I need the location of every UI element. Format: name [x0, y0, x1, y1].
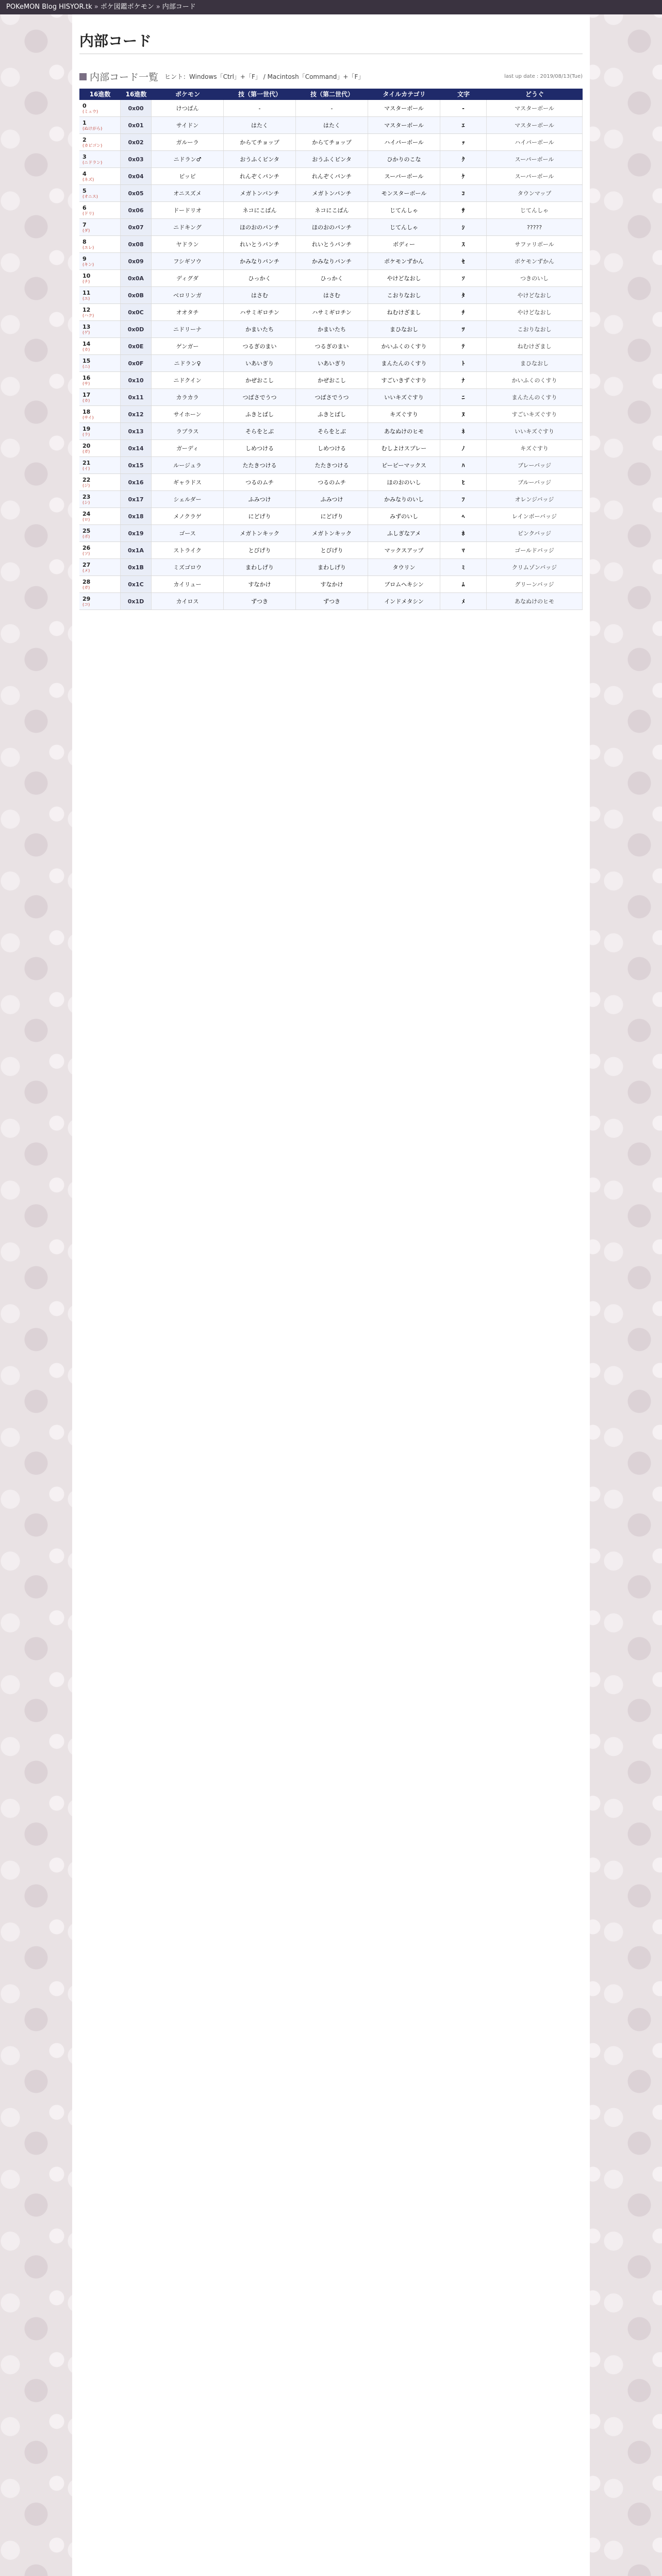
- hex-cell: 0x0E: [121, 338, 152, 354]
- pokemon-cell: ガーディ: [152, 440, 224, 456]
- tile-cell: じてんしゃ: [368, 219, 440, 235]
- decimal-cell: 12 (ハク): [79, 304, 121, 320]
- item-cell: サファリボール: [487, 236, 583, 252]
- move-gen2-cell: つるのムチ: [296, 474, 368, 490]
- move-gen1-cell: ひっかく: [224, 270, 296, 286]
- hex-cell: 0x14: [121, 440, 152, 456]
- decimal-cell: 24 (ロ): [79, 508, 121, 524]
- decimal-cell: 4 (ネズ): [79, 168, 121, 184]
- decimal-cell: 5 (オニス): [79, 185, 121, 201]
- top-bar: POKeMON Blog HISYOR.tk » ポケ図鑑ポケモン » 内部コード: [0, 0, 662, 14]
- move-gen1-cell: ネコにこばん: [224, 202, 296, 218]
- decimal-cell: 25 (ポ): [79, 525, 121, 541]
- decimal-cell: 8 (エレ): [79, 236, 121, 252]
- tile-cell: すごいきずぐすり: [368, 372, 440, 388]
- table-row: [79, 236, 583, 253]
- tile-cell: ねむけざまし: [368, 304, 440, 320]
- item-cell: クリムゾンバッジ: [487, 559, 583, 575]
- move-gen1-cell: れいとうパンチ: [224, 236, 296, 252]
- pokemon-cell: ミズゴロウ: [152, 559, 224, 575]
- tile-cell: まんたんのくすり: [368, 355, 440, 371]
- move-gen2-cell: まわしげり: [296, 559, 368, 575]
- tile-cell: むしよけスプレー: [368, 440, 440, 456]
- move-gen1-cell: ほのおのパンチ: [224, 219, 296, 235]
- table-row: [79, 202, 583, 219]
- move-gen1-cell: かみなりパンチ: [224, 253, 296, 269]
- move-gen2-cell: ずつき: [296, 593, 368, 609]
- item-cell: やけどなおし: [487, 287, 583, 303]
- tile-cell: ほのおのいし: [368, 474, 440, 490]
- decimal-cell: 23 (シ): [79, 491, 121, 507]
- item-cell: グリーンバッジ: [487, 576, 583, 592]
- pokemon-cell: ニドクイン: [152, 372, 224, 388]
- move-gen1-cell: そらをとぶ: [224, 423, 296, 439]
- table-row: [79, 100, 583, 117]
- pokemon-cell: ベロリンガ: [152, 287, 224, 303]
- item-cell: ねむけざまし: [487, 338, 583, 354]
- move-gen1-cell: とびげり: [224, 542, 296, 558]
- decimal-cell: 21 (イ): [79, 457, 121, 473]
- section-square-icon: [79, 73, 87, 80]
- tile-cell: じてんしゃ: [368, 202, 440, 218]
- internal-code-table: [79, 88, 583, 610]
- item-cell: タウンマップ: [487, 185, 583, 201]
- header-dec: 16進数: [89, 91, 111, 98]
- pokemon-cell: ニドラン♂: [152, 151, 224, 167]
- item-cell: つきのいし: [487, 270, 583, 286]
- item-cell: いいキズぐすり: [487, 423, 583, 439]
- move-gen2-cell: ほのおのパンチ: [296, 219, 368, 235]
- move-gen1-cell: おうふくビンタ: [224, 151, 296, 167]
- char-cell: ｯ: [440, 134, 487, 150]
- pokemon-cell: ラプラス: [152, 423, 224, 439]
- item-cell: レインボーバッジ: [487, 508, 583, 524]
- char-cell: ﾆ: [440, 389, 487, 405]
- header-move-gen1: 技（第一世代）: [238, 91, 282, 98]
- table-row: [79, 423, 583, 440]
- move-gen2-cell: ネコにこばん: [296, 202, 368, 218]
- tile-cell: いいキズぐすり: [368, 389, 440, 405]
- item-cell: マスターボール: [487, 117, 583, 133]
- item-cell: ポケモンずかん: [487, 253, 583, 269]
- char-cell: ｴ: [440, 117, 487, 133]
- item-cell: オレンジバッジ: [487, 491, 583, 507]
- pokemon-cell: ガルーラ: [152, 134, 224, 150]
- decimal-cell: 6 (ドリ): [79, 202, 121, 218]
- move-gen1-cell: れんぞくパンチ: [224, 168, 296, 184]
- header-item: どうぐ: [525, 91, 544, 98]
- decimal-cell: 28 (ガ): [79, 576, 121, 592]
- pokemon-cell: ゲンガー: [152, 338, 224, 354]
- move-gen1-cell: ずつき: [224, 593, 296, 609]
- decimal-cell: 18 (サイ): [79, 406, 121, 422]
- tile-cell: マックスアップ: [368, 542, 440, 558]
- hex-cell: 0x12: [121, 406, 152, 422]
- table-row: [79, 270, 583, 287]
- decimal-cell: 11 (エ): [79, 287, 121, 303]
- move-gen1-cell: メガトンキック: [224, 525, 296, 541]
- tile-cell: インドメタシン: [368, 593, 440, 609]
- pokemon-cell: けつばん: [152, 100, 224, 116]
- hex-cell: 0x18: [121, 508, 152, 524]
- item-cell: ゴールドバッジ: [487, 542, 583, 558]
- move-gen1-cell: はさむ: [224, 287, 296, 303]
- table-row: [79, 134, 583, 151]
- tile-cell: ピーピーマックス: [368, 457, 440, 473]
- decimal-cell: 26 (ツ): [79, 542, 121, 558]
- move-gen2-cell: メガトンパンチ: [296, 185, 368, 201]
- decimal-cell: 0 (ミュウ): [79, 100, 121, 116]
- table-row: [79, 219, 583, 236]
- item-cell: まんたんのくすり: [487, 389, 583, 405]
- char-cell: ﾑ: [440, 576, 487, 592]
- table-row: [79, 576, 583, 593]
- table-row: [79, 457, 583, 474]
- char-cell: ﾋ: [440, 474, 487, 490]
- table-row: [79, 355, 583, 372]
- move-gen2-cell: しめつける: [296, 440, 368, 456]
- table-row: [79, 321, 583, 338]
- decimal-cell: 7 (ダ): [79, 219, 121, 235]
- char-cell: ﾒ: [440, 593, 487, 609]
- breadcrumb-pokedex[interactable]: ポケ図鑑ポケモン: [100, 3, 154, 11]
- move-gen1-cell: ふきとばし: [224, 406, 296, 422]
- table-row: [79, 372, 583, 389]
- hex-cell: 0x19: [121, 525, 152, 541]
- hex-cell: 0x0C: [121, 304, 152, 320]
- move-gen2-cell: ふきとばし: [296, 406, 368, 422]
- move-gen1-cell: つるのムチ: [224, 474, 296, 490]
- move-gen1-cell: -: [224, 100, 296, 116]
- table-row: [79, 287, 583, 304]
- move-gen2-cell: はさむ: [296, 287, 368, 303]
- move-gen1-cell: ハサミギロチン: [224, 304, 296, 320]
- page-title: 内部コード: [79, 32, 152, 49]
- hex-cell: 0x13: [121, 423, 152, 439]
- hex-cell: 0x04: [121, 168, 152, 184]
- hex-cell: 0x0F: [121, 355, 152, 371]
- section-header: [79, 70, 583, 83]
- move-gen2-cell: にどげり: [296, 508, 368, 524]
- tile-cell: ブロムヘキシン: [368, 576, 440, 592]
- item-cell: スーパーボール: [487, 151, 583, 167]
- tile-cell: ふしぎなアメ: [368, 525, 440, 541]
- hex-cell: 0x10: [121, 372, 152, 388]
- hex-cell: 0x0D: [121, 321, 152, 337]
- move-gen1-cell: いあいぎり: [224, 355, 296, 371]
- item-cell: キズぐすり: [487, 440, 583, 456]
- move-gen1-cell: すなかけ: [224, 576, 296, 592]
- pokemon-cell: ニドキング: [152, 219, 224, 235]
- char-cell: ﾁ: [440, 304, 487, 320]
- table-body: [79, 100, 583, 610]
- move-gen2-cell: すなかけ: [296, 576, 368, 592]
- hex-cell: 0x08: [121, 236, 152, 252]
- hex-cell: 0x00: [121, 100, 152, 116]
- char-cell: ｿ: [440, 270, 487, 286]
- char-cell: ｺ: [440, 185, 487, 201]
- hex-cell: 0x11: [121, 389, 152, 405]
- decimal-cell: 2 (カビゴン): [79, 134, 121, 150]
- move-gen1-cell: からてチョップ: [224, 134, 296, 150]
- tile-cell: あなぬけのヒモ: [368, 423, 440, 439]
- move-gen1-cell: にどげり: [224, 508, 296, 524]
- table-row: [79, 406, 583, 423]
- decimal-cell: 19 (ラ): [79, 423, 121, 439]
- table-row: [79, 117, 583, 134]
- header-char: 文字: [457, 91, 470, 98]
- search-hint: ヒント：Windows「Ctrl」+「F」 / Macintosh「Command」+「F」: [164, 73, 365, 80]
- move-gen1-cell: つばさでうつ: [224, 389, 296, 405]
- item-cell: マスターボール: [487, 100, 583, 116]
- char-cell: ｹ: [440, 168, 487, 184]
- hex-cell: 0x1A: [121, 542, 152, 558]
- move-gen1-cell: しめつける: [224, 440, 296, 456]
- pokemon-cell: ピッピ: [152, 168, 224, 184]
- tile-cell: タウリン: [368, 559, 440, 575]
- char-cell: ｽ: [440, 236, 487, 252]
- char-cell: ﾅ: [440, 372, 487, 388]
- hex-cell: 0x0A: [121, 270, 152, 286]
- move-gen2-cell: おうふくビンタ: [296, 151, 368, 167]
- item-cell: すごいキズぐすり: [487, 406, 583, 422]
- pokemon-cell: カラカラ: [152, 389, 224, 405]
- table-row: [79, 542, 583, 559]
- pokemon-cell: ディグダ: [152, 270, 224, 286]
- last-update: last up date : 2019/08/13(Tue): [504, 74, 583, 79]
- hex-cell: 0x05: [121, 185, 152, 201]
- pokemon-cell: ルージュラ: [152, 457, 224, 473]
- pokemon-cell: メノクラゲ: [152, 508, 224, 524]
- content-panel: [72, 14, 590, 2576]
- hex-cell: 0x1B: [121, 559, 152, 575]
- decimal-cell: 29 (コ): [79, 593, 121, 609]
- table-row: [79, 338, 583, 355]
- tile-cell: モンスターボール: [368, 185, 440, 201]
- header-hex: 16進数: [125, 91, 147, 98]
- move-gen2-cell: れいとうパンチ: [296, 236, 368, 252]
- hex-cell: 0x03: [121, 151, 152, 167]
- pokemon-cell: ストライク: [152, 542, 224, 558]
- item-cell: あなぬけのヒモ: [487, 593, 583, 609]
- pokemon-cell: サイホーン: [152, 406, 224, 422]
- tile-cell: マスターボール: [368, 100, 440, 116]
- header-move-gen2: 技（第二世代）: [310, 91, 354, 98]
- table-row: [79, 559, 583, 576]
- header-tile: タイルカテゴリ: [383, 91, 426, 98]
- move-gen1-cell: つるぎのまい: [224, 338, 296, 354]
- pokemon-cell: フシギソウ: [152, 253, 224, 269]
- pokemon-cell: オニスズメ: [152, 185, 224, 201]
- decimal-cell: 1 (ぬけがら): [79, 117, 121, 133]
- item-cell: かいふくのくすり: [487, 372, 583, 388]
- tile-cell: ポケモンずかん: [368, 253, 440, 269]
- table-row: [79, 151, 583, 168]
- item-cell: じてんしゃ: [487, 202, 583, 218]
- item-cell: ブルーバッジ: [487, 474, 583, 490]
- decimal-cell: 16 (サ): [79, 372, 121, 388]
- decimal-cell: 3 (ニドラン): [79, 151, 121, 167]
- pokemon-cell: オオタチ: [152, 304, 224, 320]
- table-row: [79, 304, 583, 321]
- table-row: [79, 525, 583, 542]
- char-cell: ﾇ: [440, 406, 487, 422]
- pokemon-cell: ニドリーナ: [152, 321, 224, 337]
- move-gen2-cell: からてチョップ: [296, 134, 368, 150]
- tile-cell: こおりなおし: [368, 287, 440, 303]
- move-gen1-cell: かぜおこし: [224, 372, 296, 388]
- tile-cell: まひなおし: [368, 321, 440, 337]
- item-cell: ?????: [487, 219, 583, 235]
- decimal-cell: 13 (ゲ): [79, 321, 121, 337]
- decimal-cell: 15 (ニ): [79, 355, 121, 371]
- move-gen2-cell: いあいぎり: [296, 355, 368, 371]
- hex-cell: 0x16: [121, 474, 152, 490]
- item-cell: まひなおし: [487, 355, 583, 371]
- decimal-cell: 14 (カ): [79, 338, 121, 354]
- tile-cell: マスターボール: [368, 117, 440, 133]
- decimal-cell: 27 (メ): [79, 559, 121, 575]
- hex-cell: 0x07: [121, 219, 152, 235]
- char-cell: ﾊ: [440, 457, 487, 473]
- pokemon-cell: シェルダー: [152, 491, 224, 507]
- move-gen2-cell: -: [296, 100, 368, 116]
- move-gen2-cell: たたきつける: [296, 457, 368, 473]
- move-gen2-cell: とびげり: [296, 542, 368, 558]
- tile-cell: キズぐすり: [368, 406, 440, 422]
- char-cell: ﾍ: [440, 508, 487, 524]
- move-gen1-cell: はたく: [224, 117, 296, 133]
- move-gen2-cell: そらをとぶ: [296, 423, 368, 439]
- tile-cell: みずのいし: [368, 508, 440, 524]
- header-pokemon: ポケモン: [175, 91, 200, 98]
- pokemon-cell: ニドラン♀: [152, 355, 224, 371]
- char-cell: ﾉ: [440, 440, 487, 456]
- hex-cell: 0x17: [121, 491, 152, 507]
- item-cell: こおりなおし: [487, 321, 583, 337]
- char-cell: ﾐ: [440, 559, 487, 575]
- move-gen2-cell: れんぞくパンチ: [296, 168, 368, 184]
- char-cell: ｻ: [440, 202, 487, 218]
- move-gen1-cell: まわしげり: [224, 559, 296, 575]
- pokemon-cell: カイリュー: [152, 576, 224, 592]
- decimal-cell: 20 (ガ): [79, 440, 121, 456]
- item-cell: ブレーバッジ: [487, 457, 583, 473]
- move-gen2-cell: ひっかく: [296, 270, 368, 286]
- move-gen2-cell: つるぎのまい: [296, 338, 368, 354]
- move-gen2-cell: はたく: [296, 117, 368, 133]
- pokemon-cell: サイドン: [152, 117, 224, 133]
- hex-cell: 0x1C: [121, 576, 152, 592]
- item-cell: ピンクバッジ: [487, 525, 583, 541]
- hex-cell: 0x0B: [121, 287, 152, 303]
- tile-cell: ハイパーボール: [368, 134, 440, 150]
- hex-cell: 0x01: [121, 117, 152, 133]
- move-gen1-cell: メガトンパンチ: [224, 185, 296, 201]
- move-gen2-cell: かみなりパンチ: [296, 253, 368, 269]
- tile-cell: ひかりのこな: [368, 151, 440, 167]
- table-row: [79, 168, 583, 185]
- hex-cell: 0x06: [121, 202, 152, 218]
- decimal-cell: 17 (カ): [79, 389, 121, 405]
- table-row: [79, 253, 583, 270]
- table-row: [79, 389, 583, 406]
- breadcrumb-current: 内部コード: [162, 3, 196, 11]
- hex-cell: 0x02: [121, 134, 152, 150]
- table-row: [79, 440, 583, 457]
- char-cell: ﾀ: [440, 287, 487, 303]
- table-header: [79, 88, 583, 100]
- char-cell: ﾂ: [440, 321, 487, 337]
- char-cell: ﾄ: [440, 355, 487, 371]
- move-gen2-cell: かぜおこし: [296, 372, 368, 388]
- pokemon-cell: ヤドラン: [152, 236, 224, 252]
- char-cell: ｸ: [440, 151, 487, 167]
- tile-cell: スーパーボール: [368, 168, 440, 184]
- tile-cell: かみなりのいし: [368, 491, 440, 507]
- char-cell: ｼ: [440, 219, 487, 235]
- tile-cell: かいふくのくすり: [368, 338, 440, 354]
- move-gen1-cell: ふみつけ: [224, 491, 296, 507]
- table-row: [79, 593, 583, 610]
- char-cell: ﾌ: [440, 491, 487, 507]
- hex-cell: 0x15: [121, 457, 152, 473]
- move-gen1-cell: かまいたち: [224, 321, 296, 337]
- char-cell: -: [440, 100, 487, 116]
- table-row: [79, 508, 583, 525]
- move-gen2-cell: ハサミギロチン: [296, 304, 368, 320]
- move-gen2-cell: メガトンキック: [296, 525, 368, 541]
- char-cell: ｾ: [440, 253, 487, 269]
- tile-cell: ボディー: [368, 236, 440, 252]
- decimal-cell: 9 (キン): [79, 253, 121, 269]
- move-gen2-cell: かまいたち: [296, 321, 368, 337]
- pokemon-cell: ドードリオ: [152, 202, 224, 218]
- decimal-cell: 22 (ジ): [79, 474, 121, 490]
- pokemon-cell: ギャラドス: [152, 474, 224, 490]
- item-cell: やけどなおし: [487, 304, 583, 320]
- section-title: 内部コード一覧: [90, 72, 159, 83]
- table-row: [79, 474, 583, 491]
- char-cell: ﾃ: [440, 338, 487, 354]
- tile-cell: やけどなおし: [368, 270, 440, 286]
- decimal-cell: 10 (ナ): [79, 270, 121, 286]
- move-gen1-cell: たたきつける: [224, 457, 296, 473]
- move-gen2-cell: ふみつけ: [296, 491, 368, 507]
- move-gen2-cell: つばさでうつ: [296, 389, 368, 405]
- pokemon-cell: カイロス: [152, 593, 224, 609]
- char-cell: ﾈ: [440, 423, 487, 439]
- char-cell: ﾏ: [440, 542, 487, 558]
- char-cell: ﾎ: [440, 525, 487, 541]
- item-cell: スーパーボール: [487, 168, 583, 184]
- breadcrumb-site[interactable]: POKeMON Blog HISYOR.tk: [6, 3, 92, 11]
- hex-cell: 0x09: [121, 253, 152, 269]
- hex-cell: 0x1D: [121, 593, 152, 609]
- pokemon-cell: ゴース: [152, 525, 224, 541]
- item-cell: ハイパーボール: [487, 134, 583, 150]
- table-row: [79, 185, 583, 202]
- table-row: [79, 491, 583, 508]
